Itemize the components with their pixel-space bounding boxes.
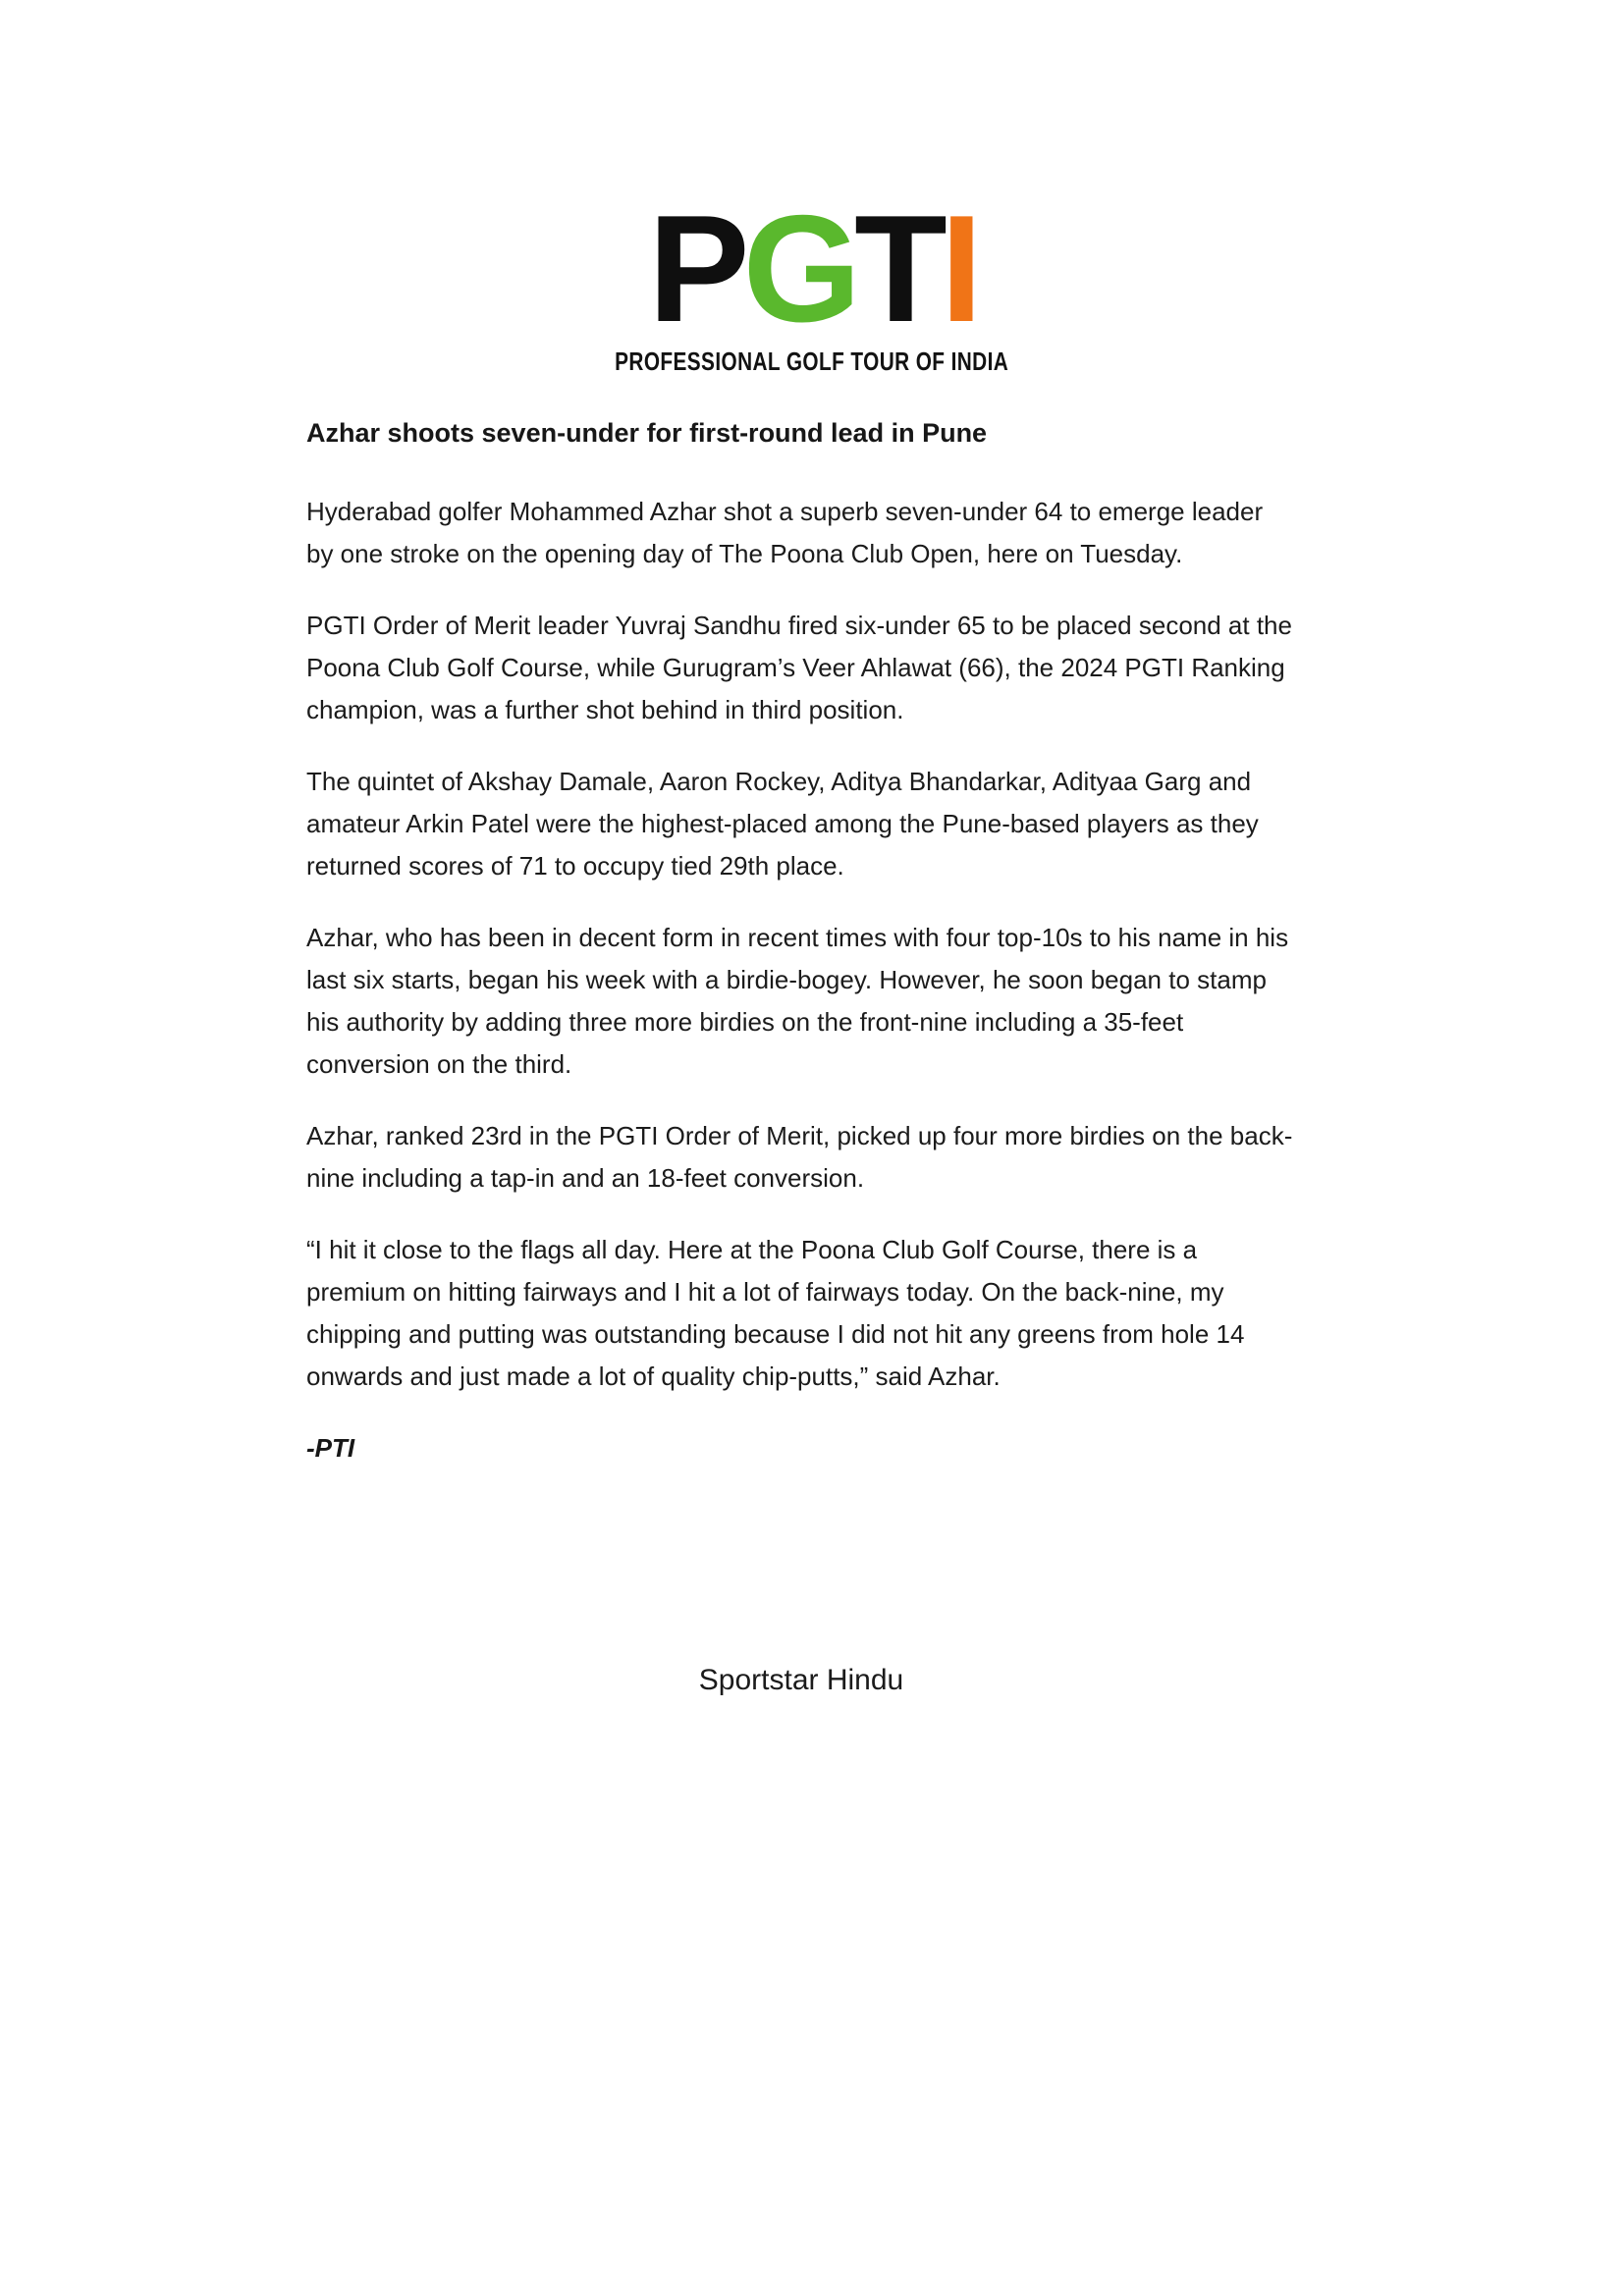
- pgti-logo: [0, 184, 1624, 377]
- article: [306, 412, 1296, 1469]
- pgti-logo-tagline-text: PROFESSIONAL GOLF TOUR OF INDIA: [615, 347, 1009, 376]
- pgti-logo-letters: [648, 184, 976, 353]
- pgti-logo-letter: G: [742, 184, 855, 353]
- article-paragraph: Azhar, ranked 23rd in the PGTI Order of Merit, picked up four more birdies on the back-nine including a tap-in and an 18-feet conversion.: [306, 1121, 1293, 1193]
- source-attribution: Sportstar Hindu: [698, 1664, 904, 1696]
- article-body: [306, 491, 1296, 1398]
- article-paragraph: PGTI Order of Merit leader Yuvraj Sandhu fired six-under 65 to be placed second at the Poona Club Golf Course, while Gurugram’s Veer Ahlawat (66), the 2024 PGTI Ranking champion, was a further shot behind in third position.: [306, 611, 1292, 724]
- article-headline: Azhar shoots seven-under for first-round lead in Pune: [306, 418, 988, 448]
- article-paragraph: Azhar, who has been in decent form in recent times with four top-10s to his name in his last six starts, began his week with a birdie-bogey. However, he soon began to stamp his authority by adding three more birdies on the front-nine including a 35-feet conversion on the third.: [306, 923, 1289, 1079]
- pgti-logo-tagline: [0, 347, 1624, 377]
- pgti-logo-letter: I: [940, 184, 976, 353]
- article-paragraph: “I hit it close to the flags all day. Here at the Poona Club Golf Course, there is a premium on hitting fairways and I hit a lot of fairways today. On the back-nine, my chipping and putting was outstanding because I did not hit any greens from hole 14 onwards and just made a lot of quality chip-putts,” said Azhar.: [306, 1235, 1245, 1391]
- pgti-logo-letter: P: [648, 184, 743, 353]
- article-paragraph: Hyderabad golfer Mohammed Azhar shot a superb seven-under 64 to emerge leader by one stroke on the opening day of The Poona Club Open, here on Tuesday.: [306, 497, 1264, 568]
- pgti-logo-letter: T: [854, 184, 941, 353]
- byline: -PTI: [306, 1433, 355, 1463]
- article-paragraph: The quintet of Akshay Damale, Aaron Rockey, Aditya Bhandarkar, Adityaa Garg and amateur Arkin Patel were the highest-placed among the Pune-based players as they returned scores of 71 to occupy tied 29th place.: [306, 767, 1259, 881]
